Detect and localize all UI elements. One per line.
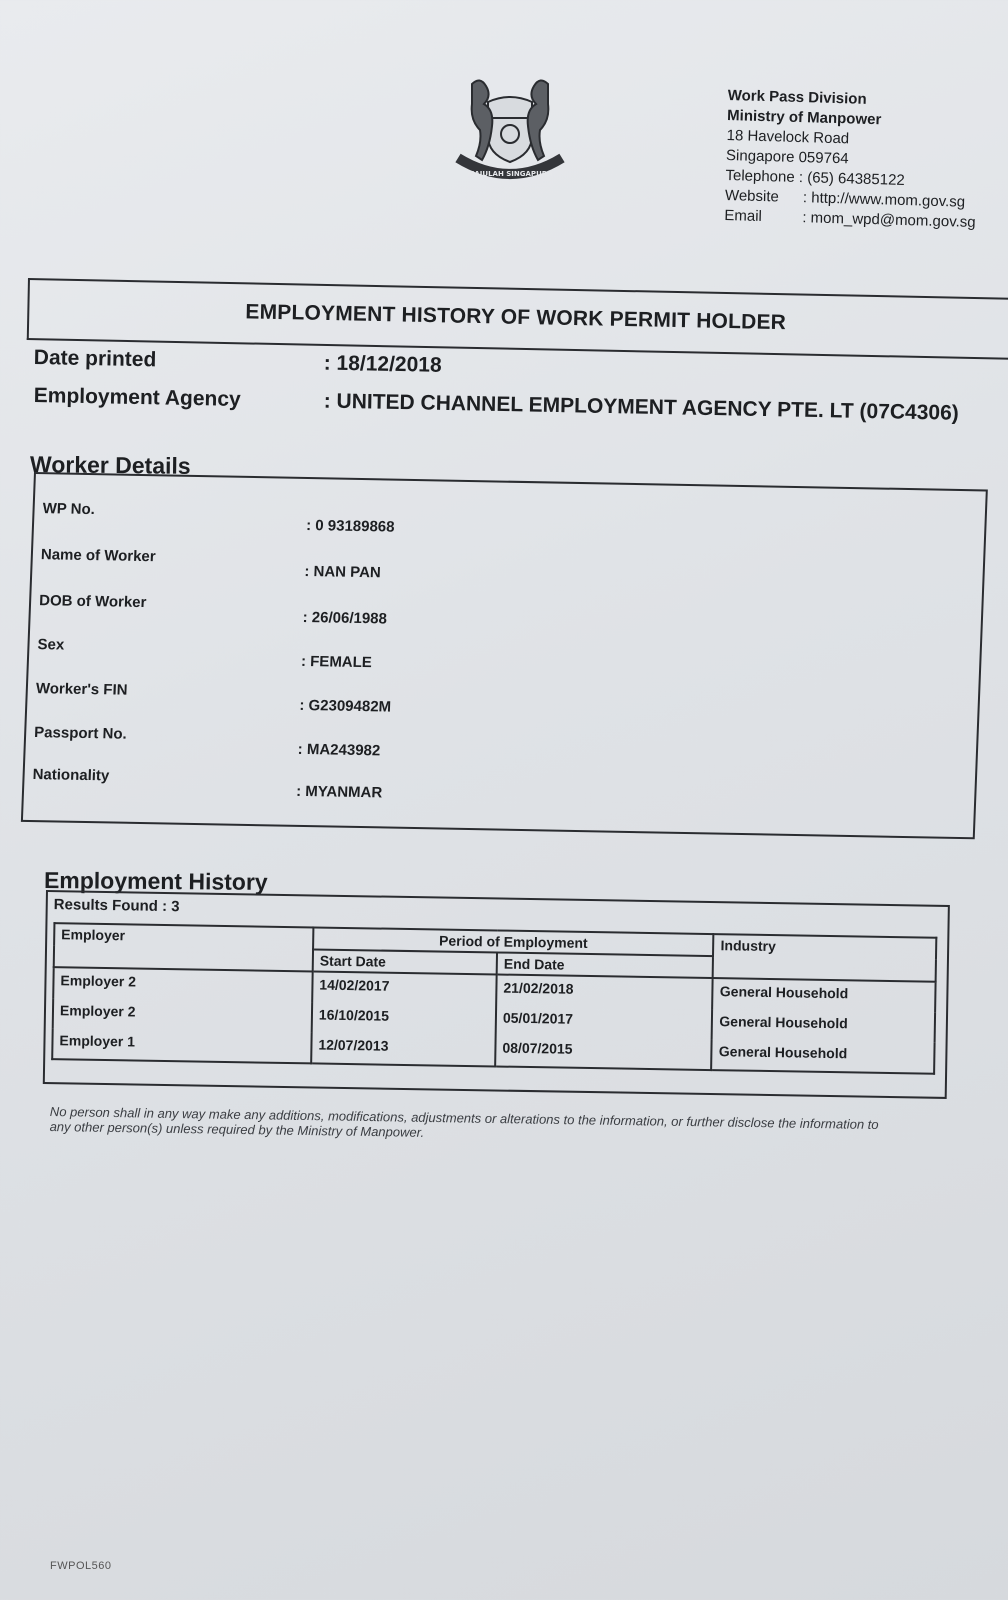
address-street: 18 Havelock Road [726, 126, 850, 148]
employment-agency-label: Employment Agency [33, 384, 241, 411]
worker-field-label: Name of Worker [40, 546, 156, 566]
worker-field-label: Sex [37, 636, 65, 654]
employer-cell: Employer 2 [53, 967, 312, 1002]
employer-column-header: Employer [54, 923, 314, 971]
division-name: Work Pass Division [727, 86, 867, 108]
worker-field-label: WP No. [42, 500, 96, 519]
website-value: : http://www.mom.gov.sg [802, 189, 966, 211]
industry-cell: General Household [712, 1009, 935, 1043]
employment-history-box [43, 890, 950, 1099]
worker-field-value: : 0 93189868 [305, 517, 395, 536]
document-title-box [27, 278, 1008, 360]
worker-field-value: : G2309482M [299, 696, 392, 716]
address-telephone: Telephone : (65) 64385122 [725, 166, 905, 189]
worker-row-fin [35, 680, 392, 716]
industry-cell: General Household [713, 978, 936, 1013]
worker-details-box [21, 472, 988, 839]
worker-row-nationality [32, 766, 383, 802]
address-city: Singapore 059764 [725, 146, 849, 168]
worker-field-label: Nationality [32, 766, 110, 785]
disclaimer-text: No person shall in any way make any additions, modifications, adjustments or alterations to the information, or further disclose the information to any other person(s) unless required by the Ministry of Manpower. [49, 1104, 879, 1140]
ministry-name: Ministry of Manpower [726, 106, 882, 129]
worker-field-label: Worker's FIN [35, 680, 128, 699]
worker-field-label: DOB of Worker [38, 592, 147, 612]
worker-row-passport [33, 724, 381, 760]
worker-field-value: : NAN PAN [304, 562, 382, 582]
employment-history-heading: Employment History [43, 867, 268, 895]
start-date-cell: 14/02/2017 [312, 971, 497, 1005]
worker-row-name [40, 546, 382, 582]
industry-cell: General Household [712, 1039, 935, 1074]
form-code: FWPOL560 [50, 1560, 112, 1572]
worker-row-sex [37, 636, 373, 672]
period-column-header: Period of Employment [313, 927, 714, 956]
document-title: EMPLOYMENT HISTORY OF WORK PERMIT HOLDER [245, 300, 787, 335]
email-value: : mom_wpd@mom.gov.sg [802, 209, 976, 231]
worker-field-value: : MYANMAR [295, 782, 383, 802]
industry-column-header: Industry [713, 934, 936, 982]
start-date-cell: 16/10/2015 [312, 1002, 497, 1035]
employment-history-table [51, 922, 937, 1075]
worker-row-wp-no [42, 500, 395, 536]
website-label: Website [724, 186, 780, 206]
end-date-column-header: End Date [497, 952, 714, 978]
end-date-cell: 08/07/2015 [495, 1035, 712, 1070]
worker-field-label: Passport No. [33, 724, 128, 743]
date-printed-value: : 18/12/2018 [323, 351, 442, 377]
employer-cell: Employer 1 [52, 1028, 311, 1063]
end-date-cell: 21/02/2018 [496, 974, 713, 1009]
worker-row-dob [38, 592, 388, 628]
employment-agency-row [34, 384, 959, 426]
start-date-cell: 12/07/2013 [311, 1032, 496, 1066]
employment-agency-value: : UNITED CHANNEL EMPLOYMENT AGENCY PTE. LT (07C4306) [323, 389, 959, 425]
email-label: Email [724, 206, 763, 225]
crest-motto: MAJULAH SINGAPURA [467, 170, 553, 178]
worker-field-value: : FEMALE [300, 652, 373, 672]
date-printed-label: Date printed [33, 346, 157, 372]
worker-field-value: : 26/06/1988 [302, 608, 388, 628]
results-count: Results Found : 3 [53, 896, 180, 916]
ministry-address-block [724, 86, 998, 233]
start-date-column-header: Start Date [313, 949, 497, 974]
end-date-cell: 05/01/2017 [496, 1005, 713, 1039]
worker-details-heading: Worker Details [29, 451, 191, 479]
worker-field-value: : MA243982 [297, 740, 381, 760]
employer-cell: Employer 2 [53, 998, 312, 1032]
date-printed-row [34, 346, 442, 378]
singapore-coat-of-arms-icon [450, 72, 570, 187]
